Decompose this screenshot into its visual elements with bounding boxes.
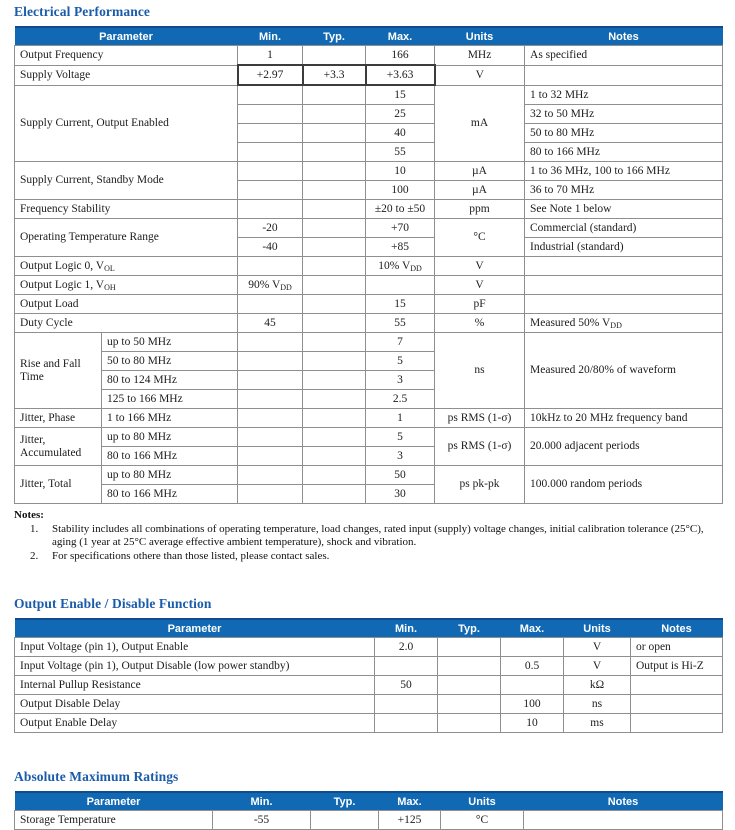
table-cell: or open (631, 638, 723, 657)
table-cell: +2.97 (238, 65, 303, 85)
table-row (15, 219, 723, 238)
table-cell (438, 638, 501, 657)
table-cell (525, 257, 723, 276)
section-title-absolute-maximum-ratings: Absolute Maximum Ratings (14, 769, 179, 784)
table-cell (631, 695, 723, 714)
column-header-max: Max. (501, 619, 564, 638)
table-cell (238, 371, 303, 390)
table-cell (375, 695, 438, 714)
electrical-performance-table (14, 26, 723, 504)
table-cell: 3 (366, 371, 435, 390)
table-cell: °C (435, 219, 525, 257)
table-cell: 55 (366, 314, 435, 333)
table-cell (303, 466, 366, 485)
table-cell: 2.5 (366, 390, 435, 409)
table-cell: As specified (525, 46, 723, 66)
column-header-max: Max. (366, 27, 435, 46)
table-cell (303, 485, 366, 504)
table-cell (238, 447, 303, 466)
table-cell (238, 143, 303, 162)
table-cell (525, 276, 723, 295)
section-title-output-enable-disable: Output Enable / Disable Function (14, 596, 212, 611)
notes-heading: Notes: (14, 509, 44, 521)
table-cell: 3 (366, 447, 435, 466)
table-cell: Operating Temperature Range (15, 219, 238, 257)
column-header-min: Min. (213, 792, 311, 811)
section-absolute-maximum-ratings (14, 769, 722, 830)
table-row (15, 714, 723, 733)
table-row (15, 295, 723, 314)
section-electrical-performance (14, 4, 722, 563)
table-cell (524, 811, 723, 830)
table-cell (525, 295, 723, 314)
table-cell: 10 (366, 162, 435, 181)
table-cell: 15 (366, 295, 435, 314)
table-cell (438, 695, 501, 714)
table-cell: 15 (366, 85, 435, 105)
table-header-row (15, 27, 723, 46)
column-header-notes: Notes (524, 792, 723, 811)
table-cell: 100 (501, 695, 564, 714)
table-cell: 40 (366, 124, 435, 143)
table-cell (303, 371, 366, 390)
table-cell: 166 (366, 46, 435, 66)
table-cell: ±20 to ±50 (366, 200, 435, 219)
table-cell: 50 (375, 676, 438, 695)
table-cell: Input Voltage (pin 1), Output Enable (15, 638, 375, 657)
subscript: OH (104, 282, 116, 292)
table-cell (238, 352, 303, 371)
table-cell: ps RMS (1-σ) (435, 409, 525, 428)
table-cell: Internal Pullup Resistance (15, 676, 375, 695)
table-cell: 1 to 36 MHz, 100 to 166 MHz (525, 162, 723, 181)
table-cell: V (435, 65, 525, 85)
table-cell: up to 80 MHz (102, 428, 238, 447)
table-cell: Jitter, Phase (15, 409, 102, 428)
table-row (15, 162, 723, 181)
table-header-row (15, 619, 723, 638)
table-cell: 80 to 166 MHz (102, 485, 238, 504)
table-cell (303, 409, 366, 428)
table-cell: Rise and Fall Time (15, 333, 102, 409)
table-cell (303, 314, 366, 333)
table-row (15, 466, 723, 485)
subscript: DD (280, 282, 292, 292)
column-header-notes: Notes (525, 27, 723, 46)
note-item (14, 550, 722, 564)
table-cell: Industrial (standard) (525, 238, 723, 257)
table-row (15, 200, 723, 219)
table-cell: Output Logic 0, $V_{OL}$ (15, 257, 238, 276)
table-cell: Output Load (15, 295, 238, 314)
table-cell: 5 (366, 352, 435, 371)
column-header-min: Min. (375, 619, 438, 638)
table-cell: -20 (238, 219, 303, 238)
table-cell: 1 to 32 MHz (525, 85, 723, 105)
table-cell (238, 124, 303, 143)
table-cell (303, 333, 366, 352)
table-cell (238, 200, 303, 219)
table-cell: ns (564, 695, 631, 714)
column-header-typ: Typ. (438, 619, 501, 638)
table-cell (303, 352, 366, 371)
table-cell (303, 105, 366, 124)
column-header-min: Min. (238, 27, 303, 46)
subscript: DD (410, 263, 422, 273)
table-cell: kΩ (564, 676, 631, 695)
table-cell (238, 333, 303, 352)
table-cell: °C (441, 811, 524, 830)
table-cell: Input Voltage (pin 1), Output Disable (low power standby) (15, 657, 375, 676)
table-cell (238, 466, 303, 485)
column-header-max: Max. (379, 792, 441, 811)
table-cell: 36 to 70 MHz (525, 181, 723, 200)
table-cell: V (564, 638, 631, 657)
table-cell (631, 714, 723, 733)
table-cell (303, 200, 366, 219)
table-cell: 32 to 50 MHz (525, 105, 723, 124)
table-cell: 5 (366, 428, 435, 447)
table-cell (438, 657, 501, 676)
table-cell: Supply Current, Output Enabled (15, 85, 238, 162)
table-cell (238, 409, 303, 428)
table-cell (238, 390, 303, 409)
table-row (15, 65, 723, 85)
note-number: 1. (30, 522, 39, 535)
table-cell (303, 257, 366, 276)
table-cell (238, 105, 303, 124)
table-cell: +85 (366, 238, 435, 257)
table-cell: Frequency Stability (15, 200, 238, 219)
table-cell: pF (435, 295, 525, 314)
table-cell: 50 (366, 466, 435, 485)
table-cell: 100.000 random periods (525, 466, 723, 504)
table-row (15, 333, 723, 352)
table-cell (366, 276, 435, 295)
table-cell: Commercial (standard) (525, 219, 723, 238)
table-cell: ppm (435, 200, 525, 219)
column-header-notes: Notes (631, 619, 723, 638)
table-cell: 80 to 166 MHz (102, 447, 238, 466)
table-cell: 2.0 (375, 638, 438, 657)
column-header-parameter: Parameter (15, 792, 213, 811)
table-cell: 10kHz to 20 MHz frequency band (525, 409, 723, 428)
table-row (15, 676, 723, 695)
table-cell (375, 657, 438, 676)
table-cell (631, 676, 723, 695)
table-cell (303, 276, 366, 295)
table-cell (238, 257, 303, 276)
table-cell (303, 181, 366, 200)
table-cell: Supply Voltage (15, 65, 238, 85)
table-row (15, 811, 723, 830)
column-header-typ: Typ. (311, 792, 379, 811)
table-cell (501, 638, 564, 657)
section-output-enable-disable (14, 596, 722, 733)
table-cell (238, 85, 303, 105)
table-cell (303, 238, 366, 257)
table-cell: V (435, 257, 525, 276)
table-cell: +70 (366, 219, 435, 238)
table-cell (303, 46, 366, 66)
table-row (15, 257, 723, 276)
table-cell: See Note 1 below (525, 200, 723, 219)
table-cell (238, 162, 303, 181)
table-cell: ns (435, 333, 525, 409)
table-cell (303, 143, 366, 162)
notes-section (14, 509, 722, 563)
table-cell: ps pk-pk (435, 466, 525, 504)
table-cell (311, 811, 379, 830)
table-cell: up to 80 MHz (102, 466, 238, 485)
column-header-typ: Typ. (303, 27, 366, 46)
table-cell: MHz (435, 46, 525, 66)
table-cell (238, 181, 303, 200)
table-cell: up to 50 MHz (102, 333, 238, 352)
table-cell (303, 219, 366, 238)
table-cell: ps RMS (1-σ) (435, 428, 525, 466)
table-cell: ms (564, 714, 631, 733)
table-cell: Output Enable Delay (15, 714, 375, 733)
table-cell: Duty Cycle (15, 314, 238, 333)
table-row (15, 409, 723, 428)
note-number: 2. (30, 549, 39, 562)
column-header-parameter: Parameter (15, 27, 238, 46)
table-cell: 80 to 124 MHz (102, 371, 238, 390)
table-cell: +3.3 (303, 65, 366, 85)
column-header-units: Units (441, 792, 524, 811)
table-row (15, 657, 723, 676)
table-cell: -55 (213, 811, 311, 830)
table-cell: µA (435, 162, 525, 181)
table-cell: % (435, 314, 525, 333)
table-cell (238, 295, 303, 314)
table-cell: Supply Current, Standby Mode (15, 162, 238, 200)
table-cell (525, 65, 723, 85)
table-cell: 45 (238, 314, 303, 333)
table-cell: 20.000 adjacent periods (525, 428, 723, 466)
table-cell: 0.5 (501, 657, 564, 676)
table-cell: Output is Hi-Z (631, 657, 723, 676)
table-cell: mA (435, 85, 525, 162)
table-cell: 7 (366, 333, 435, 352)
table-cell (238, 428, 303, 447)
table-row (15, 46, 723, 66)
table-row (15, 695, 723, 714)
table-row (15, 638, 723, 657)
table-cell: -40 (238, 238, 303, 257)
table-cell: 1 to 166 MHz (102, 409, 238, 428)
table-cell: 10 (501, 714, 564, 733)
table-cell (303, 85, 366, 105)
column-header-units: Units (435, 27, 525, 46)
table-cell: 25 (366, 105, 435, 124)
table-cell (438, 714, 501, 733)
table-cell: +3.63 (366, 65, 435, 85)
table-cell: 1 (366, 409, 435, 428)
column-header-units: Units (564, 619, 631, 638)
table-cell (438, 676, 501, 695)
table-cell (238, 485, 303, 504)
table-row (15, 276, 723, 295)
table-cell: 55 (366, 143, 435, 162)
table-cell: 10% $V_{DD}$ (366, 257, 435, 276)
table-cell (303, 295, 366, 314)
table-cell: Storage Temperature (15, 811, 213, 830)
table-cell: 90% $V_{DD}$ (238, 276, 303, 295)
table-cell: V (564, 657, 631, 676)
table-cell: 100 (366, 181, 435, 200)
table-cell: 50 to 80 MHz (102, 352, 238, 371)
table-cell: µA (435, 181, 525, 200)
table-cell (303, 447, 366, 466)
table-cell: Jitter, Accumulated (15, 428, 102, 466)
table-row (15, 314, 723, 333)
table-row (15, 85, 723, 105)
table-cell: Output Disable Delay (15, 695, 375, 714)
section-title-electrical-performance: Electrical Performance (14, 4, 151, 19)
output-enable-disable-table (14, 618, 723, 733)
table-cell (501, 676, 564, 695)
table-cell (375, 714, 438, 733)
subscript: OL (104, 263, 115, 273)
table-cell (303, 162, 366, 181)
table-cell: 50 to 80 MHz (525, 124, 723, 143)
table-cell: Output Logic 1, $V_{OH}$ (15, 276, 238, 295)
subscript: DD (610, 320, 622, 330)
table-cell: V (435, 276, 525, 295)
table-cell: Measured 50% $V_{DD}$ (525, 314, 723, 333)
table-header-row (15, 792, 723, 811)
table-cell: +125 (379, 811, 441, 830)
table-cell: 125 to 166 MHz (102, 390, 238, 409)
table-cell: 80 to 166 MHz (525, 143, 723, 162)
table-row (15, 428, 723, 447)
table-cell: Measured 20/80% of waveform (525, 333, 723, 409)
note-text: Stability includes all combinations of operating temperature, load changes, rated input (supply) voltage changes, initial calibration tolerance (25°C), aging (1 year at 25°C average effective ambient temperature), shock and vibration. (52, 522, 704, 548)
column-header-parameter: Parameter (15, 619, 375, 638)
table-cell (303, 390, 366, 409)
table-cell: Output Frequency (15, 46, 238, 66)
table-cell: 30 (366, 485, 435, 504)
table-cell: 1 (238, 46, 303, 66)
note-text: For specifications othere than those listed, please contact sales. (52, 549, 330, 562)
table-cell (303, 124, 366, 143)
table-cell: Jitter, Total (15, 466, 102, 504)
note-item (14, 523, 722, 550)
table-cell (303, 428, 366, 447)
